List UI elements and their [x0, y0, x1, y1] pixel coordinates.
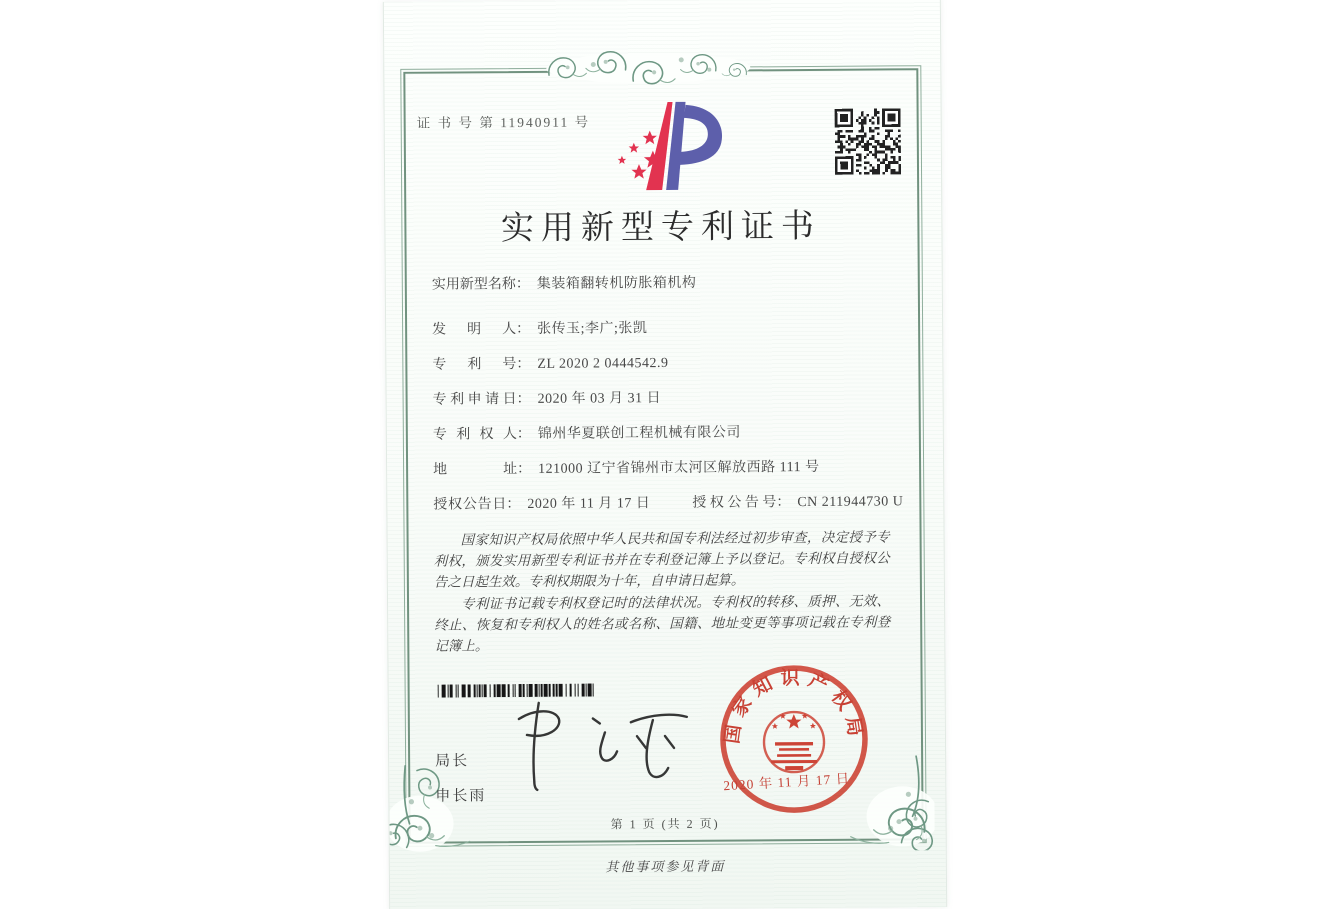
field-colon: ： — [776, 495, 791, 511]
director-title: 局长 — [435, 753, 470, 770]
field-label: 专利申请日 — [432, 392, 517, 408]
field-label: 授权公告号 — [692, 495, 777, 511]
field-label: 专利权人 — [432, 427, 517, 443]
qr-code — [835, 108, 901, 174]
field-patentee — [433, 420, 903, 443]
field-colon: ： — [516, 391, 531, 408]
seal-date: 2020 年 11 月 17 日 — [722, 770, 851, 794]
field-patent-number — [432, 350, 902, 373]
field-value: 集装箱翻转机防胀箱机构 — [536, 275, 697, 292]
field-value: 121000 辽宁省锦州市太河区解放西路 111 号 — [538, 459, 820, 477]
field-colon: ： — [506, 497, 521, 513]
certificate-fields — [432, 270, 904, 513]
field-grant-number — [692, 490, 903, 511]
field-label: 发明人 — [432, 322, 517, 338]
field-label: 地址 — [433, 462, 518, 478]
seal-org-text: 国家知识产权局 — [721, 668, 867, 746]
field-value: 2020 年 03 月 31 日 — [537, 391, 662, 407]
field-colon: ： — [516, 426, 531, 443]
signature-script — [501, 688, 702, 797]
field-colon: ： — [517, 461, 532, 478]
certificate-title: 实用新型专利证书 — [500, 208, 822, 248]
field-label: 实用新型名称 — [431, 277, 516, 293]
field-value: 2020 年 11 月 17 日 — [527, 496, 651, 512]
field-colon: ： — [515, 276, 530, 293]
field-address — [433, 455, 903, 478]
field-value: 张传玉;李广;张凯 — [537, 321, 648, 337]
national-emblem — [764, 712, 824, 772]
back-side-note: 其他事项参见背面 — [605, 858, 726, 875]
field-label: 授权公告日 — [433, 497, 507, 513]
svg-text:国家知识产权局 — [720, 666, 867, 746]
field-grant-row — [433, 490, 903, 513]
director-name: 申长雨 — [435, 788, 487, 805]
field-label: 专利号 — [432, 357, 517, 373]
legal-text — [434, 526, 891, 657]
field-value: CN 211944730 U — [797, 494, 904, 511]
field-filing-date — [433, 385, 903, 408]
page-indicator: 第 1 页 (共 2 页) — [610, 816, 720, 832]
field-inventors — [432, 315, 902, 338]
legal-paragraph-2: 专利证书记载专利权登记时的法律状况。专利权的转移、质押、无效、终止、恢复和专利权人的姓名或名称、国籍、地址变更等事项记载在专利登记簿上。 — [434, 593, 891, 654]
legal-paragraph-1: 国家知识产权局依照中华人民共和国专利法经过初步审查，决定授予专利权，颁发实用新型专利证书并在专利登记簿上予以登记。专利权自授权公告之日起生效。专利权期限为十年，自申请日起算。 — [433, 529, 890, 590]
field-value: ZL 2020 2 0444542.9 — [537, 355, 669, 372]
field-utility-model-name — [432, 270, 902, 293]
field-colon: ： — [516, 356, 531, 373]
certificate-number: 证 书 号 第 11940911 号 — [416, 114, 591, 131]
official-seal — [710, 660, 877, 827]
bottom-left-corner-ornament — [389, 761, 476, 854]
field-value: 锦州华夏联创工程机械有限公司 — [537, 425, 741, 442]
field-colon: ： — [516, 321, 531, 338]
top-garland-ornament — [541, 45, 755, 90]
certificate-page — [383, 0, 947, 909]
cnipa-p-logo — [606, 98, 733, 199]
